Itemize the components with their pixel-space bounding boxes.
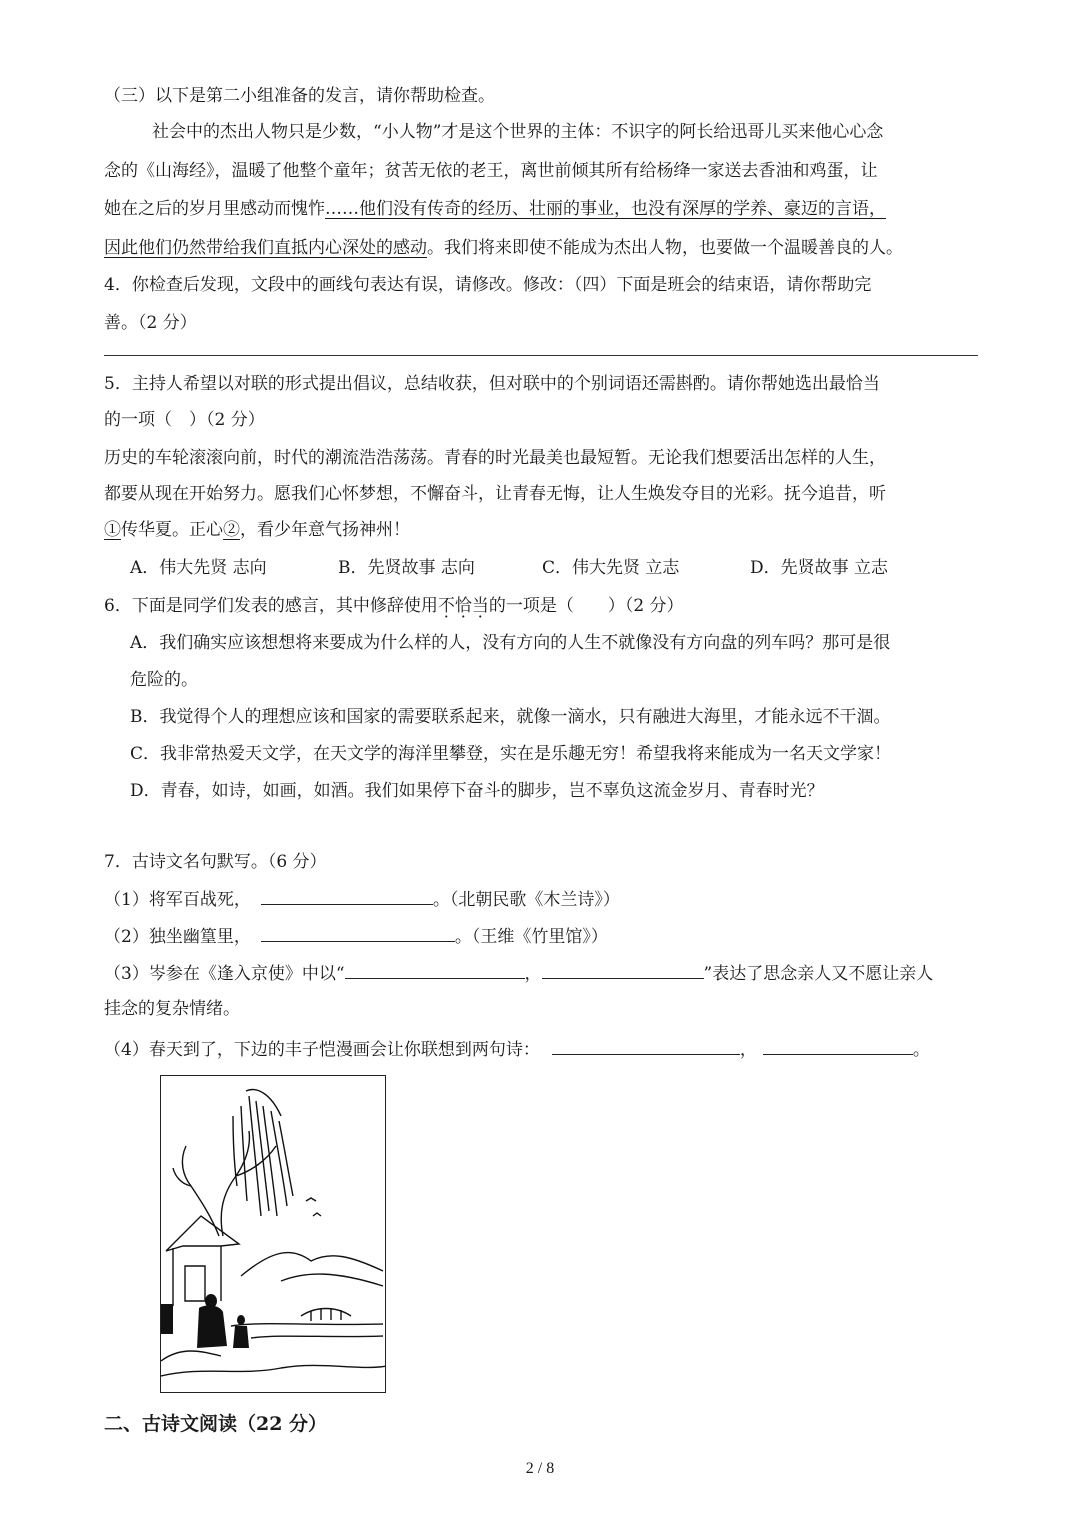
- q5-options: [130, 556, 888, 580]
- q7-item-text: 。（北朝民歌《木兰诗》）: [432, 890, 620, 910]
- emphasis-char: 当: [471, 596, 489, 616]
- answer-blank[interactable]: [261, 886, 433, 905]
- q5-stem-line-1: 5．主持人希望以对联的形式提出倡议，总结收获，但对联中的个别词语还需斟酌。请你帮她选出最恰当: [104, 374, 880, 394]
- q5-passage-line-3: [104, 518, 410, 542]
- q5-stem-line-2: 的一项（ ）（2 分）: [104, 410, 265, 430]
- passage-text: 传华夏。正心: [121, 520, 223, 540]
- q5-passage-line-1: 历史的车轮滚滚向前，时代的潮流浩浩荡荡。青春的时光最美也最短暂。无论我们想要活出怎样的人生，: [104, 448, 886, 468]
- answer-blank[interactable]: [552, 1036, 740, 1055]
- q6-option-d[interactable]: D．青春，如诗，如画，如酒。我们如果停下奋斗的脚步，岂不辜负这流金岁月、青春时光？: [130, 781, 824, 801]
- q7-item-text: （2）独坐幽篁里，: [104, 927, 251, 947]
- q5-passage-line-2: 都要从现在开始努力。愿我们心怀梦想，不懈奋斗，让青春无悔，让人生焕发夺目的光彩。抚今追昔，听: [104, 484, 886, 504]
- option-d[interactable]: D．先贤故事 立志: [750, 558, 889, 578]
- paragraph-text: 她在之后的岁月里感动而愧怍: [104, 199, 325, 219]
- emphasis-char: 不: [437, 596, 455, 616]
- underlined-sentence: ……他们没有传奇的经历、壮丽的事业，也没有深厚的学养、豪迈的言语，: [325, 199, 886, 219]
- q7-item-text: （4）春天到了，下边的丰子恺漫画会让你联想到两句诗：: [104, 1040, 540, 1060]
- paragraph-line-1: 社会中的杰出人物只是少数，“小人物”才是这个世界的主体：不识字的阿长给迅哥儿买来他心心念: [152, 122, 884, 142]
- answer-blank[interactable]: [345, 960, 525, 979]
- section2-title: 二、古诗文阅读（22 分）: [104, 1413, 328, 1435]
- paragraph-line-2: 念的《山海经》，温暖了他整个童年；贫苦无依的老王，离世前倾其所有给杨绛一家送去香油和鸡蛋，让: [104, 161, 878, 181]
- q7-item-3: [104, 960, 933, 986]
- answer-blank[interactable]: [542, 960, 704, 979]
- answer-blank[interactable]: [261, 923, 455, 942]
- q7-item-text: 。: [912, 1040, 930, 1060]
- section3-intro: （三）以下是第二小组准备的发言，请你帮助检查。: [104, 86, 495, 106]
- option-a[interactable]: A．伟大先贤 志向: [130, 558, 267, 578]
- q7-item-text: （1）将军百战死，: [104, 890, 251, 910]
- option-c[interactable]: C．伟大先贤 立志: [542, 558, 680, 578]
- feng-zikai-illustration: [160, 1075, 386, 1393]
- paragraph-line-3: [104, 197, 886, 221]
- emphasis-char: 恰: [454, 596, 472, 616]
- q7-stem: 7．古诗文名句默写。（6 分）: [104, 852, 327, 872]
- q7-item-text: ”表达了思念亲人又不愿让亲人: [703, 964, 934, 984]
- answer-line[interactable]: [104, 355, 978, 356]
- paragraph-text: 。我们将来即使不能成为杰出人物，也要做一个温暖善良的人。: [427, 238, 903, 258]
- q6-stem: [104, 594, 684, 618]
- paragraph-line-4: [104, 236, 903, 260]
- q6-stem-text: 的一项是（ ）（2 分）: [488, 596, 684, 616]
- blank-1[interactable]: ①: [104, 520, 121, 540]
- q4-stem-line-1: 4．你检查后发现，文段中的画线句表达有误，请修改。修改：（四）下面是班会的结束语，请你帮助完: [104, 275, 872, 295]
- page-number: 2 / 8: [525, 1460, 555, 1477]
- passage-text: ，看少年意气扬神州！: [240, 520, 410, 540]
- answer-blank[interactable]: [763, 1036, 913, 1055]
- q7-item-3-cont: 挂念的复杂情绪。: [104, 999, 240, 1019]
- q6-option-a-line-2[interactable]: 危险的。: [130, 670, 198, 690]
- q6-stem-text: 6．下面是同学们发表的感言，其中修辞使用: [104, 596, 438, 616]
- q7-item-2: [104, 923, 608, 949]
- q4-stem-line-2: 善。（2 分）: [104, 313, 197, 333]
- q6-option-c[interactable]: C．我非常热爱天文学，在天文学的海洋里攀登，实在是乐趣无穷！希望我将来能成为一名天文学家！: [130, 744, 892, 764]
- q6-option-b[interactable]: B．我觉得个人的理想应该和国家的需要联系起来，就像一滴水，只有融进大海里，才能永远不干涸。: [130, 707, 891, 727]
- q7-item-text: ，: [524, 964, 542, 984]
- q7-item-text: （3）岑参在《逢入京使》中以“: [104, 964, 345, 984]
- q7-item-1: [104, 886, 620, 912]
- q7-item-text: 。（王维《竹里馆》）: [454, 927, 608, 947]
- q6-option-a-line-1[interactable]: A．我们确实应该想想将来要成为什么样的人，没有方向的人生不就像没有方向盘的列车吗？那可是很: [130, 633, 891, 653]
- q7-item-4: [104, 1036, 930, 1062]
- option-b[interactable]: B．先贤故事 志向: [338, 558, 475, 578]
- q7-item-text: ，: [739, 1040, 757, 1060]
- willow-landscape-drawing: [161, 1076, 386, 1393]
- underlined-sentence: 因此他们仍然带给我们直抵内心深处的感动: [104, 238, 427, 258]
- blank-2[interactable]: ②: [223, 520, 240, 540]
